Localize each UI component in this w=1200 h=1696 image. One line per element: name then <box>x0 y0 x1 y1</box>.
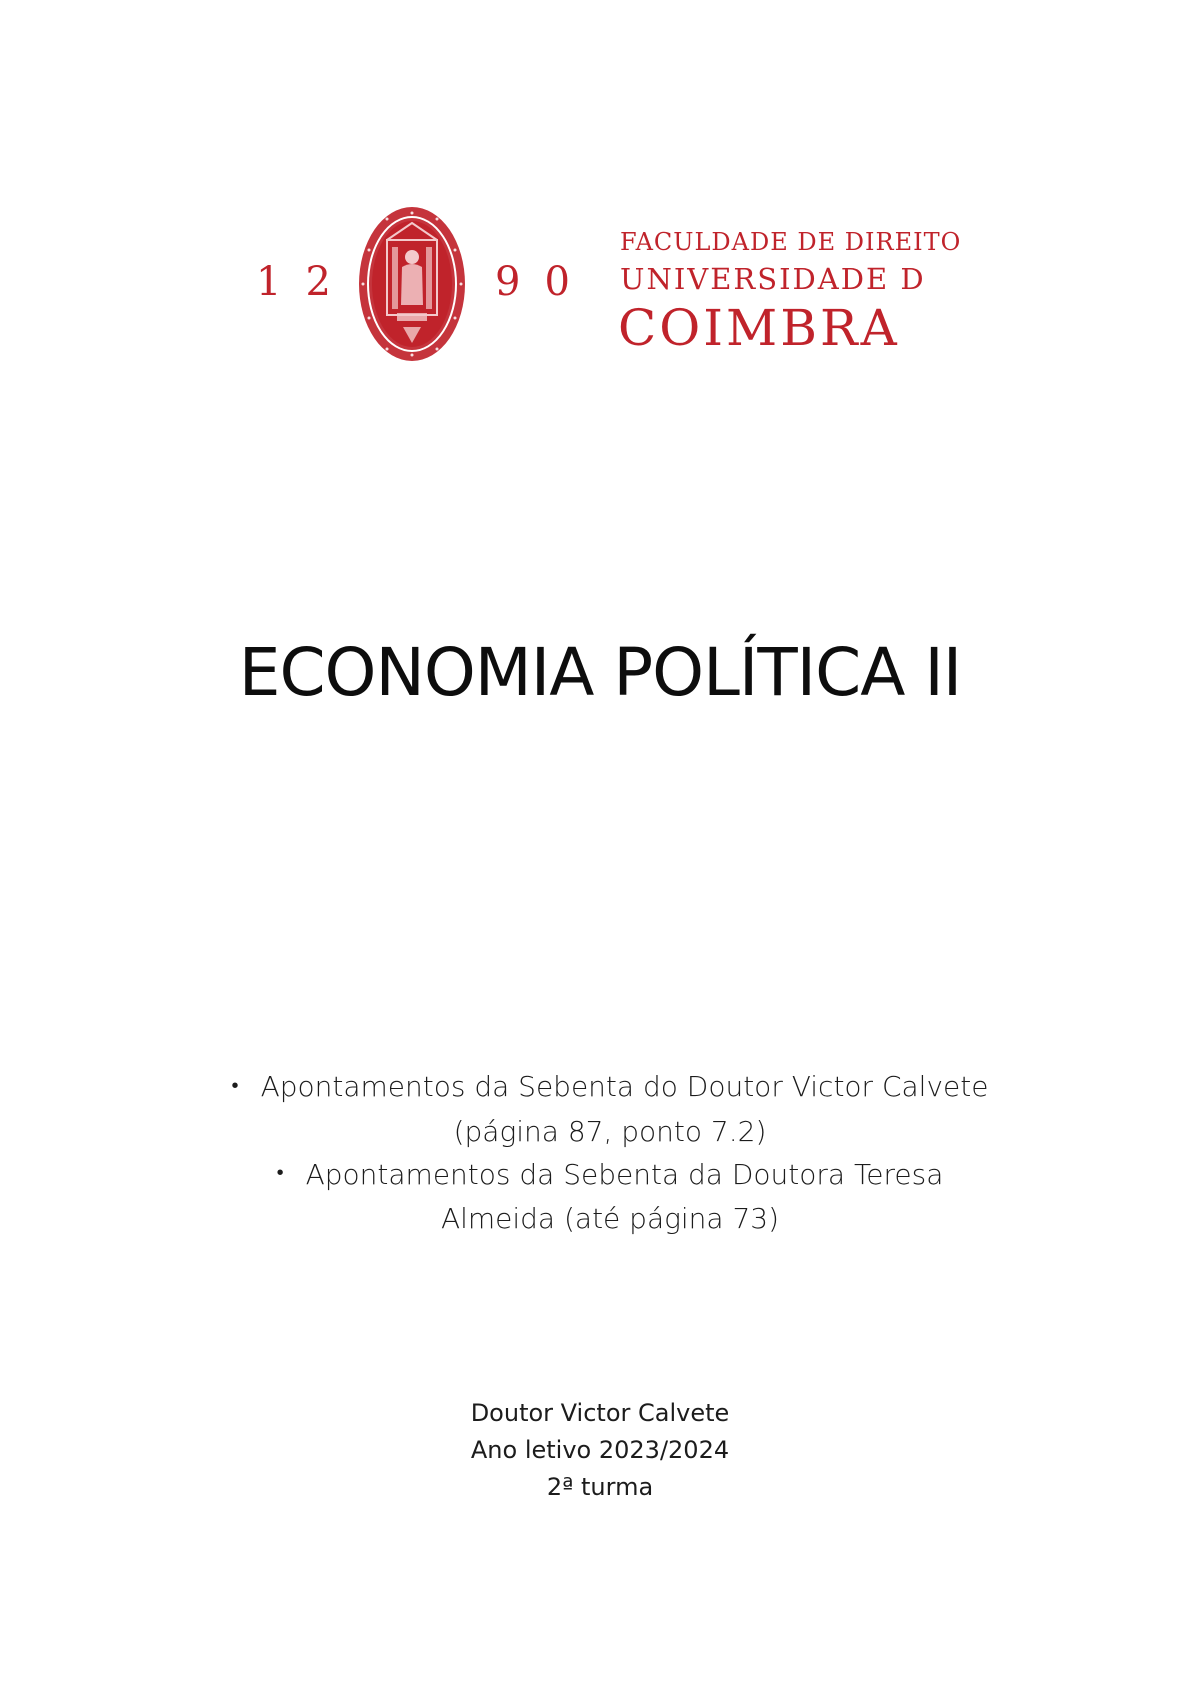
bullet-icon: • <box>231 1072 239 1097</box>
document-title: ECONOMIA POLÍTICA II <box>238 634 962 711</box>
logo-university-name: UNIVERSIDADE D <box>620 262 926 296</box>
logo-city-name: COIMBRA <box>618 299 900 357</box>
source-line-continued: Almeida (até página 73) <box>440 1202 780 1235</box>
source-line-continued: (página 87, ponto 7.2) <box>453 1114 767 1148</box>
academic-year: Ano letivo 2023/2024 <box>470 1436 730 1464</box>
university-logo <box>250 205 970 365</box>
list-item <box>200 1065 1020 1153</box>
source-line: Apontamentos da Sebenta da Doutora Teresa <box>305 1157 944 1191</box>
university-seal-icon <box>357 205 467 363</box>
document-footer <box>0 1395 1200 1506</box>
source-line: Apontamentos da Sebenta do Doutor Victor Calvete <box>260 1070 989 1103</box>
bullet-icon: • <box>276 1160 284 1184</box>
logo-year-right: 90 <box>495 259 594 305</box>
professor-name: Doutor Victor Calvete <box>470 1399 730 1427</box>
list-item <box>200 1153 1020 1241</box>
sources-list <box>200 1065 1020 1240</box>
logo-year-left: 12 <box>256 259 355 305</box>
logo-faculty-name: FACULDADE DE DIREITO <box>620 228 962 256</box>
class-group: 2ª turma <box>546 1473 654 1501</box>
